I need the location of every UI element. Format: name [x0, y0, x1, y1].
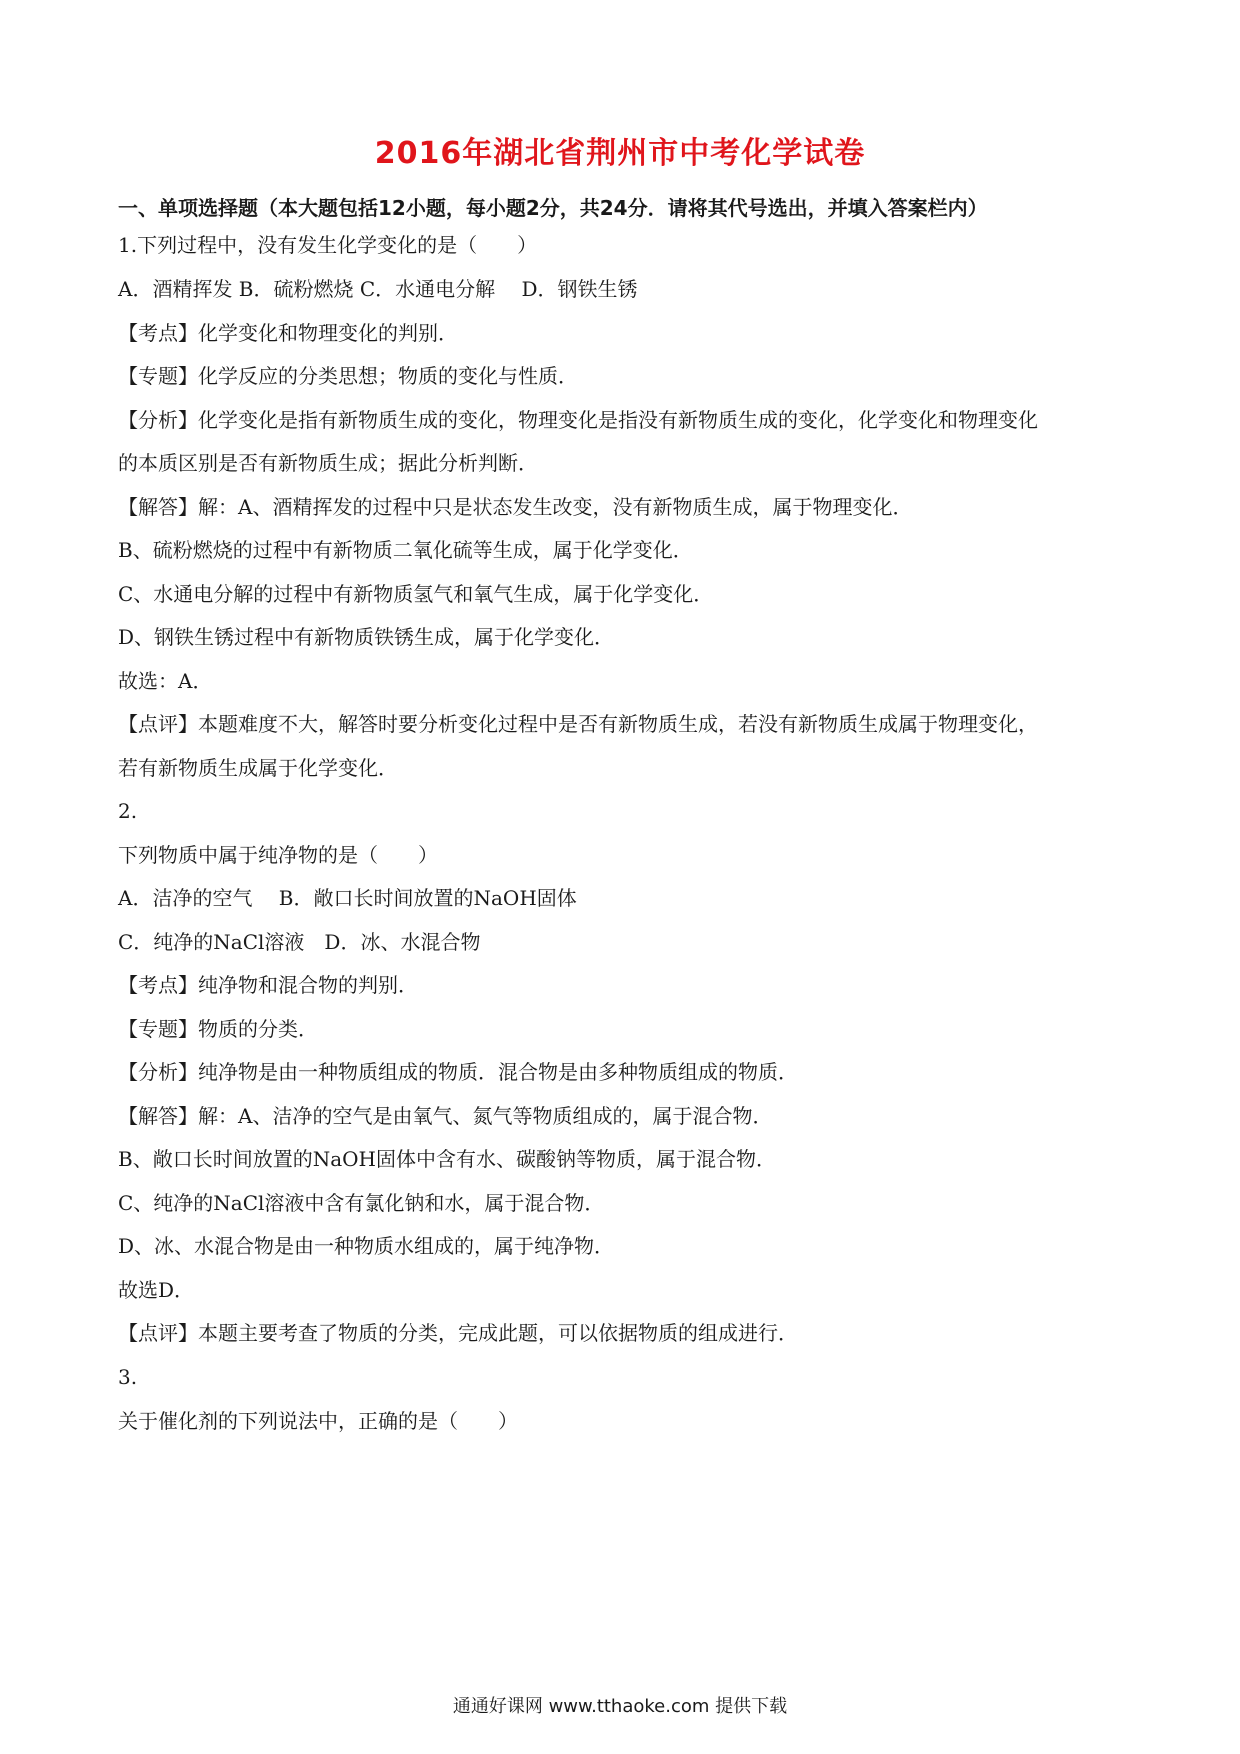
q2-number: 2.: [118, 799, 138, 823]
q2-dianping: 【点评】本题主要考查了物质的分类，完成此题，可以依据物质的组成进行．: [118, 1321, 798, 1345]
q2-kaodian: 【考点】纯净物和混合物的判别．: [118, 973, 418, 997]
q2-zhuanti: 【专题】物质的分类．: [118, 1017, 318, 1041]
q1-stem: 1.下列过程中，没有发生化学变化的是（ ）: [118, 233, 538, 257]
q1-jieda-b: B、硫粉燃烧的过程中有新物质二氧化硫等生成，属于化学变化．: [118, 538, 693, 562]
q1-jieda-a: 【解答】解：A、酒精挥发的过程中只是状态发生改变，没有新物质生成，属于物理变化．: [118, 495, 913, 519]
q2-stem: 下列物质中属于纯净物的是（ ）: [118, 843, 438, 867]
q2-jieda-b: B、敞口长时间放置的NaOH固体中含有水、碳酸钠等物质，属于混合物．: [118, 1147, 776, 1171]
q1-fenxi-1: 【分析】化学变化是指有新物质生成的变化，物理变化是指没有新物质生成的变化，化学变化和物理变化: [118, 408, 1038, 432]
q3-stem: 关于催化剂的下列说法中，正确的是（ ）: [118, 1409, 518, 1433]
q1-dianping-1: 【点评】本题难度不大，解答时要分析变化过程中是否有新物质生成，若没有新物质生成属于物理变化，: [118, 712, 1038, 736]
q2-fenxi: 【分析】纯净物是由一种物质组成的物质．混合物是由多种物质组成的物质．: [118, 1060, 798, 1084]
q1-jieda-d: D、钢铁生锈过程中有新物质铁锈生成，属于化学变化．: [118, 625, 615, 649]
q1-dianping-2: 若有新物质生成属于化学变化．: [118, 756, 398, 780]
q1-jieda-c: C、水通电分解的过程中有新物质氢气和氧气生成，属于化学变化．: [118, 582, 714, 606]
q2-answer: 故选D．: [118, 1278, 195, 1302]
exam-title: 2016年湖北省荆州市中考化学试卷: [374, 136, 866, 171]
q1-options: A．酒精挥发 B．硫粉燃烧 C．水通电分解 D．钢铁生锈: [118, 277, 638, 301]
q3-number: 3.: [118, 1365, 138, 1389]
section-heading: 一、单项选择题（本大题包括12小题，每小题2分，共24分．请将其代号选出，并填入答案栏内）: [118, 196, 988, 220]
q1-kaodian: 【考点】化学变化和物理变化的判别．: [118, 321, 458, 345]
q2-options-1: A．洁净的空气 B．敞口长时间放置的NaOH固体: [118, 886, 577, 910]
q2-jieda-c: C、纯净的NaCl溶液中含有氯化钠和水，属于混合物．: [118, 1191, 605, 1215]
q2-options-2: C．纯净的NaCl溶液 D．冰、水混合物: [118, 930, 481, 954]
q2-jieda-d: D、冰、水混合物是由一种物质水组成的，属于纯净物．: [118, 1234, 615, 1258]
q1-fenxi-2: 的本质区别是否有新物质生成；据此分析判断．: [118, 451, 538, 475]
q1-answer: 故选：A．: [118, 669, 213, 693]
q1-zhuanti: 【专题】化学反应的分类思想；物质的变化与性质．: [118, 364, 578, 388]
page-footer: 通通好课网 www.tthaoke.com 提供下载: [452, 1696, 788, 1717]
q2-jieda-a: 【解答】解：A、洁净的空气是由氧气、氮气等物质组成的，属于混合物．: [118, 1104, 773, 1128]
